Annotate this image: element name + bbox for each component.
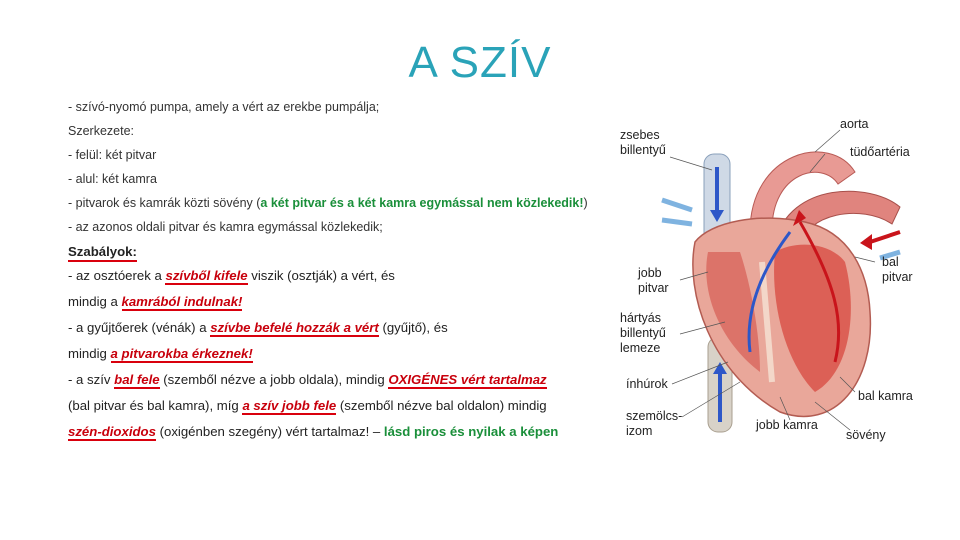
- rule-6-c: (szemből nézve bal oldalon) mindig: [336, 398, 547, 413]
- label-inhurok: ínhúrok: [626, 377, 668, 391]
- label-szemolcs-izom: szemölcs- izom: [626, 409, 683, 438]
- text-line-2: Szerkezete:: [68, 124, 135, 138]
- label-jobb-pitvar: jobb pitvar: [638, 266, 669, 295]
- rules-heading-text: Szabályok:: [68, 244, 137, 262]
- rule-5-d: OXIGÉNES vért tartalmaz: [388, 372, 547, 387]
- page-title: A SZÍV: [408, 38, 552, 87]
- rule-line-2: [68, 294, 242, 309]
- text-line-5: [68, 196, 588, 210]
- label-soveny: sövény: [846, 428, 886, 442]
- text-line-5-a: - pitvarok és kamrák közti sövény (: [68, 196, 261, 210]
- heart-diagram: [600, 112, 940, 452]
- rule-7-a: szén-dioxidos: [68, 424, 156, 439]
- rule-6-b: a szív jobb fele: [242, 398, 337, 413]
- text-line-5-c: ): [583, 196, 588, 210]
- rule-1-a: - az osztóerek a: [68, 268, 166, 283]
- arrow-red-2: [870, 232, 900, 242]
- text-line-1: - szívó-nyomó pumpa, amely a vért az erekbe pumpálja;: [68, 100, 380, 114]
- rule-2-a: mindig a: [68, 294, 122, 309]
- rule-line-3: [68, 320, 448, 335]
- leader-aorta: [815, 130, 840, 152]
- text-line-6: - az azonos oldali pitvar és kamra egymással közlekedik;: [68, 220, 383, 234]
- rule-line-1: [68, 268, 395, 283]
- arrow-lightblue-2: [662, 220, 692, 224]
- rule-3-b: szívbe befelé hozzák a vért: [210, 320, 379, 335]
- label-hartyas-billentyu: hártyás billentyű lemeze: [620, 311, 666, 355]
- rule-4-b: a pitvarokba érkeznek!: [110, 346, 253, 361]
- rule-line-5: [68, 372, 547, 387]
- rule-3-c: (gyűjtő), és: [378, 320, 448, 335]
- rule-5-a: - a szív: [68, 372, 115, 387]
- rule-3-a: - a gyűjtőerek (vénák) a: [68, 320, 211, 335]
- rule-5-c: (szemből nézve a jobb oldala), mindig: [159, 372, 389, 387]
- rules-heading: [68, 244, 137, 259]
- text-line-3: - felül: két pitvar: [68, 148, 157, 162]
- rule-2-b: kamrából indulnak!: [121, 294, 243, 309]
- label-bal-kamra: bal kamra: [858, 389, 913, 403]
- rule-1-c: viszik (osztják) a vért, és: [247, 268, 395, 283]
- label-jobb-kamra: jobb kamra: [756, 418, 818, 432]
- rule-7-b: (oxigénben szegény) vért tartalmaz! –: [155, 424, 384, 439]
- text-line-4: - alul: két kamra: [68, 172, 157, 186]
- label-zsebes-billentyu: zsebes billentyű: [620, 128, 666, 157]
- rule-6-a: (bal pitvar és bal kamra), míg: [68, 398, 243, 413]
- rule-line-6: [68, 398, 547, 413]
- label-tudoarteria: tüdőartéria: [850, 145, 910, 159]
- label-aorta: aorta: [840, 117, 869, 131]
- rule-1-b: szívből kifele: [165, 268, 248, 283]
- arrow-red-2-head: [860, 234, 872, 250]
- leader-bal-pitvar: [855, 257, 875, 262]
- rule-line-4: [68, 346, 253, 361]
- text-line-5-highlight: a két pitvar és a két kamra egymással nem közlekedik!: [260, 196, 584, 210]
- rule-5-b: bal fele: [114, 372, 160, 387]
- rule-4-a: mindig: [68, 346, 111, 361]
- rule-7-c: lásd piros és nyilak a képen: [383, 424, 559, 439]
- arrow-lightblue-1: [662, 200, 692, 210]
- rule-line-7: [68, 424, 558, 439]
- label-bal-pitvar: bal pitvar: [882, 255, 913, 284]
